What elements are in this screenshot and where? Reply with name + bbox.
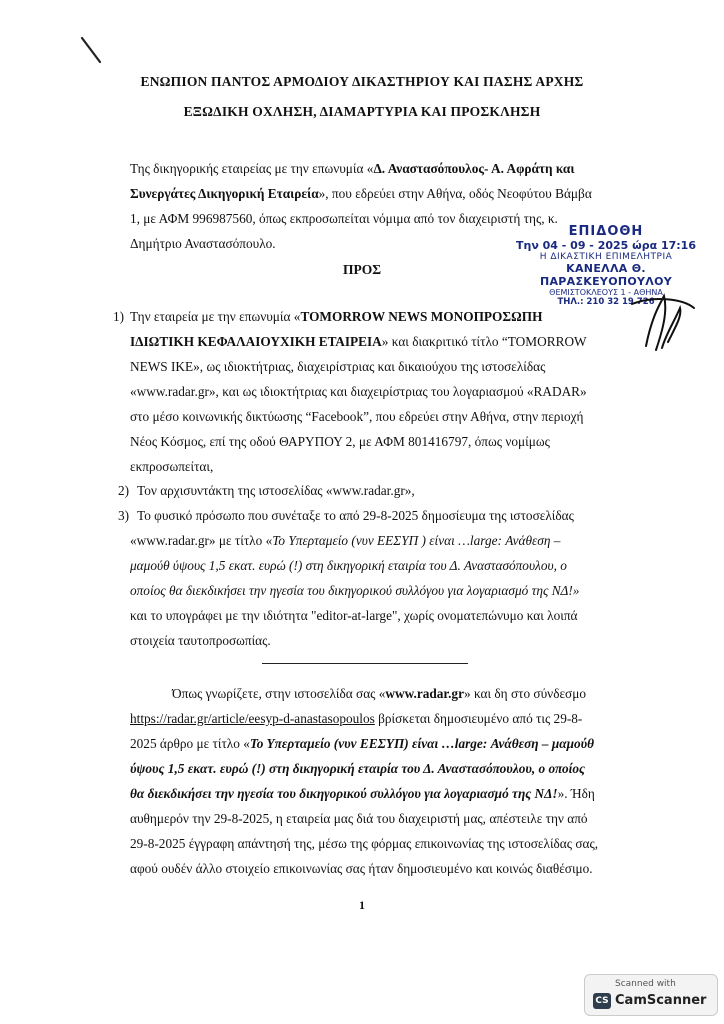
body-line-4: ύψους 1,5 εκατ. ευρώ (!) στη δικηγορική εταιρία του Δ. Αναστασόπουλου, ο οποίος xyxy=(130,761,585,776)
item-3-number: 3) xyxy=(118,508,130,523)
camscanner-name: CamScanner xyxy=(615,993,707,1008)
item-3-line-2: «www.radar.gr» με τίτλο «Το Υπερταμείο (νυν ΕΕΣΥΠ ) είναι …large: Ανάθεση – xyxy=(130,533,561,548)
item-1-line-7: εκπροσωπείται, xyxy=(130,459,214,474)
body-line-7: 29-8-2025 έγγραφη απάντησή της, μέσω της φόρμας επικοινωνίας της ιστοσελίδας σας, xyxy=(130,836,599,851)
pros-heading: ΠΡΟΣ xyxy=(342,262,382,277)
intro-line-1: Της δικηγορικής εταιρείας με την επωνυμία «Δ. Αναστασόπουλος- Α. Αφράτη και xyxy=(130,161,575,176)
stamp-name: ΚΑΝΕΛΛΑ Θ. ΠΑΡΑΣΚΕΥΟΠΟΥΛΟΥ xyxy=(539,262,672,288)
stamp-date: Την 04 - 09 - 2025 ώρα 17:16 xyxy=(515,239,696,252)
item-3-line-1: Το φυσικό πρόσωπο που συνέταξε το από 29-8-2025 δημοσίευμα της ιστοσελίδας xyxy=(137,508,574,523)
page-number: 1 xyxy=(359,898,365,912)
item-1-line-6: Νέος Κόσμος, επί της οδού ΘΑΡΥΠΟΥ 2, με ΑΦΜ 801416797, όπως νομίμως xyxy=(130,434,550,449)
item-1-line-4: «www.radar.gr», και ως ιδιοκτήτριας και διαχειρίστριας του λογαριασμού «RADAR» xyxy=(130,384,587,399)
body-line-2: https://radar.gr/article/eesyp-d-anastasopoulos βρίσκεται δημοσιευμένο από τις 29-8- xyxy=(130,711,583,726)
item-1-line-2: ΙΔΙΩΤΙΚΗ ΚΕΦΑΛΑΙΟΥΧΙΚΗ ΕΤΑΙΡΕΙΑ» και διακριτικό τίτλο “TOMORROW xyxy=(130,334,587,349)
stamp-address: ΘΕΜΙΣΤΟΚΛΕΟΥΣ 1 - ΑΘΗΝΑ xyxy=(549,288,663,297)
stamp-phone: ΤΗΛ.: 210 32 19 726 xyxy=(557,297,655,307)
item-2-text: Τον αρχισυντάκτη της ιστοσελίδας «www.radar.gr», xyxy=(137,483,415,498)
item-3-line-5: και το υπογράφει με την ιδιότητα "editor-at-large", χωρίς ονοματεπώνυμο και λοιπά xyxy=(130,608,578,623)
handwritten-signature xyxy=(622,286,700,356)
body-line-3: 2025 άρθρο με τίτλο «Το Υπερταμείο (νυν ΕΕΣΥΠ) είναι …large: Ανάθεση – μαμούθ xyxy=(130,736,595,751)
item-3-line-4: οποίος θα διεκδικήσει την ηγεσία του δικηγορικού συλλόγου για λογαριασμό της ΝΔ!» xyxy=(130,583,580,598)
item-3-line-3: μαμούθ ύψους 1,5 εκατ. ευρώ (!) στη δικηγορική εταιρία του Δ. Αναστασόπουλου, ο xyxy=(130,558,567,573)
camscanner-badge xyxy=(584,974,718,1016)
article-link[interactable]: https://radar.gr/article/eesyp-d-anastasopoulos xyxy=(130,711,375,726)
item-2-number: 2) xyxy=(118,483,130,498)
body-line-5: θα διεκδικήσει την ηγεσία του δικηγορικού συλλόγου για λογαριασμό της ΝΔ!». Ήδη xyxy=(130,786,595,801)
camscanner-icon: CS xyxy=(593,993,611,1009)
item-1-line-5: στο μέσο κοινωνικής δικτύωσης “Facebook”, που εδρεύει στην Αθήνα, στην περιοχή xyxy=(130,409,584,424)
body-line-8: αφού ουδέν άλλο στοιχείο επικοινωνίας σας ήταν δημοσιευμένο και κοινώς διαθέσιμο. xyxy=(130,861,593,876)
intro-line-3: 1, με ΑΦΜ 996987560, όπως εκπροσωπείται νόμιμα από τον διαχειριστή της, κ. xyxy=(130,211,558,226)
body-line-1: Όπως γνωρίζετε, στην ιστοσελίδα σας «www.radar.gr» και δη στο σύνδεσμο xyxy=(172,686,586,701)
scanned-with-caption: Scanned with xyxy=(615,979,676,989)
pen-stroke-mark xyxy=(80,36,104,66)
stamp-title: ΕΠΙΔΟΘΗ xyxy=(568,224,644,239)
body-line-6: αυθημερόν την 29-8-2025, η εταιρεία μας διά του διαχειριστή μας, απέστειλε την από xyxy=(130,811,588,826)
item-1-line-3: NEWS ΙΚΕ», ως ιδιοκτήτριας, διαχειρίστριας και δικαιούχου της ιστοσελίδας xyxy=(130,359,546,374)
stamp-role: Η ΔΙΚΑΣΤΙΚΗ ΕΠΙΜΕΛΗΤΡΙΑ xyxy=(539,252,673,262)
item-1-number: 1) xyxy=(113,309,125,324)
intro-line-2: Συνεργάτες Δικηγορική Εταιρεία», που εδρεύει στην Αθήνα, οδός Νεοφύτου Βάμβα xyxy=(130,186,592,201)
item-3-line-6: στοιχεία ταυτοπροσωπίας. xyxy=(130,633,271,648)
intro-line-4: Δημήτριο Αναστασόπουλο. xyxy=(130,236,276,251)
item-1-line-1: Την εταιρεία με την επωνυμία «TOMORROW NEWS ΜΟΝΟΠΡΟΣΩΠΗ xyxy=(130,309,543,324)
header-court: ΕΝΩΠΙΟΝ ΠΑΝΤΟΣ ΑΡΜΟΔΙΟΥ ΔΙΚΑΣΤΗΡΙΟΥ ΚΑΙ ΠΑΣΗΣ ΑΡΧΗΣ xyxy=(140,74,584,89)
separator-rule xyxy=(262,663,468,664)
header-title: ΕΞΩΔΙΚΗ ΟΧΛΗΣΗ, ΔΙΑΜΑΡΤΥΡΙΑ ΚΑΙ ΠΡΟΣΚΛΗΣΗ xyxy=(183,104,541,119)
